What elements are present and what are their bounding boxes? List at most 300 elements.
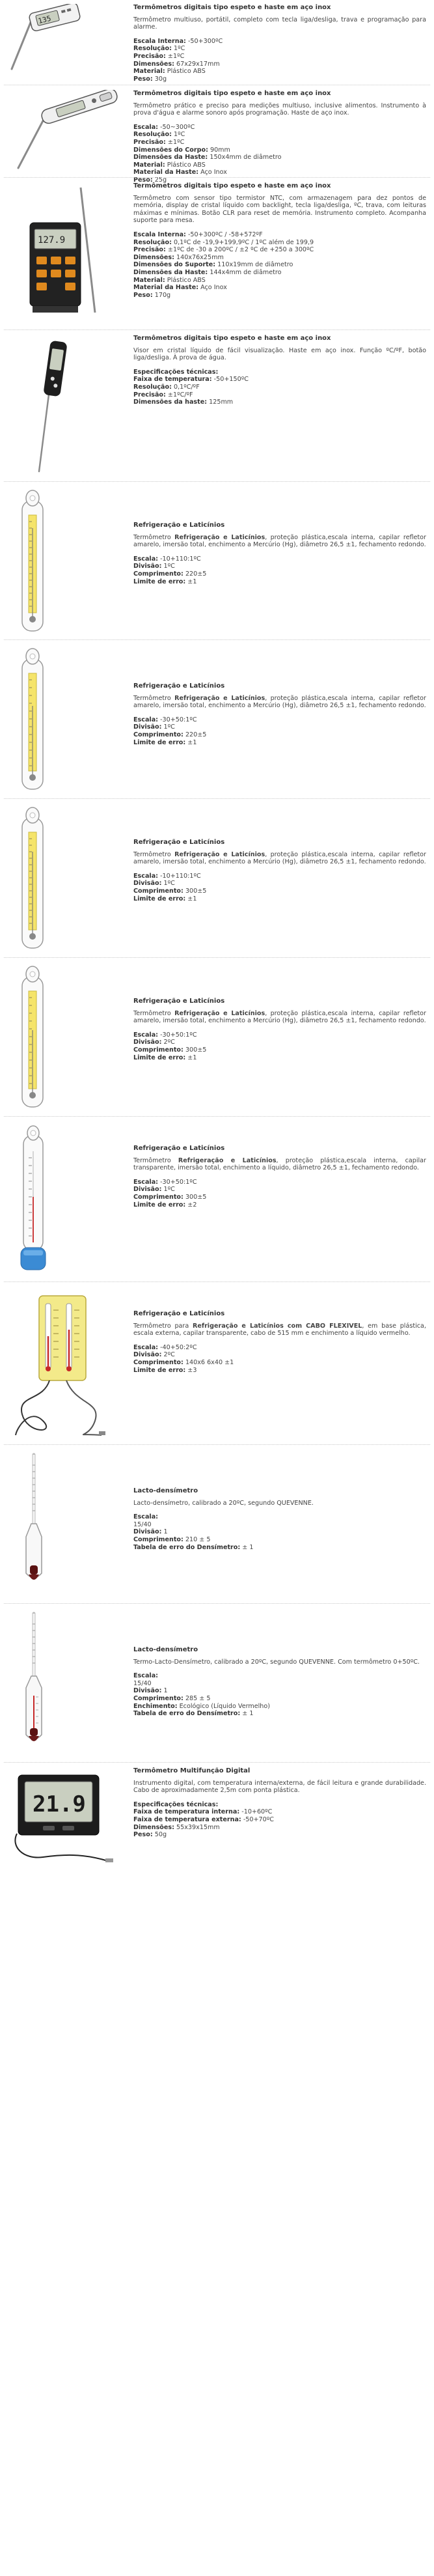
bench-thermometer-icon bbox=[4, 185, 126, 324]
spec-value: 140x6 6x40 ±1 bbox=[185, 1358, 234, 1366]
description-text: Termômetro para bbox=[133, 1322, 189, 1330]
product-row bbox=[0, 332, 434, 479]
product-description: Lacto-densímetro, calibrado a 20ºC, segundo QUEVENNE. bbox=[133, 1499, 314, 1507]
description-text: Termômetro bbox=[133, 533, 171, 541]
spec-list bbox=[133, 873, 426, 903]
spec-list bbox=[133, 1513, 426, 1551]
spec-list bbox=[133, 376, 426, 406]
spec-label: Peso: bbox=[133, 75, 153, 83]
spec-label: Limite de erro: bbox=[133, 738, 186, 746]
product-row bbox=[0, 484, 434, 637]
spec-value: -40+50:2ºC bbox=[160, 1343, 197, 1351]
spec-item bbox=[133, 1201, 426, 1209]
spec-label: Limite de erro: bbox=[133, 1054, 186, 1061]
product-text bbox=[133, 1767, 426, 1839]
product-title: Refrigeração e Laticínios bbox=[133, 522, 225, 529]
spec-value: ±1ºC de -30 a 200ºC / ±2 ºC de +250 a 300ºC bbox=[167, 246, 314, 254]
spec-item bbox=[133, 53, 426, 61]
spec-value: 285 ± 5 bbox=[185, 1694, 211, 1702]
description-bold: Refrigeração e Laticínios com CABO FLEXIVEL bbox=[193, 1322, 362, 1330]
spec-item bbox=[133, 246, 426, 254]
spec-item bbox=[133, 1703, 426, 1711]
divider bbox=[4, 177, 430, 178]
product-row bbox=[0, 801, 434, 955]
product-description bbox=[133, 851, 426, 866]
product-text bbox=[133, 1487, 426, 1551]
description-text: , proteção plástica,escala interna, capilar refletor amarelo, imersão total, enchimento a Mercúrio (Hg), diâmetro 26,5 ±1, fechamento redondo. bbox=[133, 850, 426, 866]
product-image bbox=[4, 1769, 126, 1866]
spec-item bbox=[133, 1687, 426, 1695]
product-row bbox=[0, 1119, 434, 1279]
spec-value: 1ºC bbox=[163, 563, 175, 570]
spec-value: ±1 bbox=[187, 738, 197, 746]
product-image bbox=[4, 90, 126, 173]
spec-item bbox=[133, 231, 426, 239]
divider bbox=[4, 957, 430, 958]
spec-label: Comprimento: bbox=[133, 887, 183, 895]
spec-item bbox=[133, 124, 426, 132]
product-text bbox=[133, 839, 426, 903]
spec-label: Escala: bbox=[133, 1513, 159, 1521]
spec-list bbox=[133, 1031, 426, 1061]
spec-item bbox=[133, 1039, 426, 1046]
spec-value: 15/40 bbox=[133, 1679, 152, 1687]
spec-item bbox=[133, 76, 426, 83]
spec-value: -50+300ºC bbox=[187, 37, 223, 45]
product-description: Termômetro multiuso, portátil, completo com tecla liga/desliga, trava e programação para alarme. bbox=[133, 16, 426, 31]
spec-item bbox=[133, 38, 426, 46]
description-text: , em base plástica, escala externa, capilar transparente, cabo de 515 mm e enchimento a líquido vermelho. bbox=[133, 1322, 426, 1337]
stick-thermometer-icon bbox=[4, 337, 126, 475]
spec-value: -50+70ºC bbox=[243, 1815, 274, 1823]
spec-value: 0,1ºC de -19,9+199,9ºC / 1ºC além de 199,9 bbox=[173, 238, 314, 246]
product-row bbox=[0, 960, 434, 1113]
spec-item bbox=[133, 1831, 426, 1839]
spec-item bbox=[133, 384, 426, 391]
product-image bbox=[4, 1125, 126, 1275]
spec-item bbox=[133, 277, 426, 285]
spec-value: 150x4mm de diâmetro bbox=[210, 154, 282, 161]
product-title: Refrigeração e Laticínios bbox=[133, 1145, 225, 1152]
spec-label: Tabela de erro do Densímetro: bbox=[133, 1710, 241, 1718]
glass-thermometer-icon bbox=[4, 965, 126, 1110]
description-text: , proteção plástica,escala interna, capilar refletor amarelo, imersão total, enchimento a Mercúrio (Hg), diâmetro 26,5 ±1, fechamento redondo. bbox=[133, 694, 426, 710]
description-text: , proteção plástica,escala interna, capilar refletor amarelo, imersão total, enchimento a Mercúrio (Hg), diâmetro 26,5 ±1, fechamento redondo. bbox=[133, 1009, 426, 1025]
spec-item bbox=[133, 1046, 426, 1054]
spec-value: 2ºC bbox=[163, 1351, 175, 1359]
spec-value: ±1 bbox=[187, 895, 197, 903]
spec-item bbox=[133, 563, 426, 570]
spec-item bbox=[133, 1680, 426, 1688]
spec-heading-text: Especificações técnicas: bbox=[133, 368, 219, 376]
spec-value: ±2 bbox=[187, 1201, 197, 1209]
product-text bbox=[133, 1145, 426, 1209]
description-text: Termômetro bbox=[133, 1156, 171, 1164]
spec-label: Limite de erro: bbox=[133, 1201, 186, 1209]
spec-value: ±1ºC/ºF bbox=[167, 391, 193, 399]
divider bbox=[4, 798, 430, 799]
product-image bbox=[4, 185, 126, 324]
divider bbox=[4, 1444, 430, 1445]
spec-label: Comprimento: bbox=[133, 1535, 183, 1543]
divider bbox=[4, 639, 430, 640]
thermo-hydrometer-icon bbox=[4, 1611, 126, 1756]
spec-label: Dimensões da Haste: bbox=[133, 154, 208, 161]
spec-item bbox=[133, 895, 426, 903]
divider bbox=[4, 481, 430, 482]
spec-item bbox=[133, 399, 426, 406]
spec-value: 300±5 bbox=[185, 1193, 207, 1201]
spec-label: Resolução: bbox=[133, 383, 172, 391]
spec-label: Peso: bbox=[133, 176, 153, 184]
display-value: 21.9 bbox=[33, 1791, 86, 1817]
spec-value: Plástico ABS bbox=[167, 161, 206, 169]
product-description bbox=[133, 1157, 426, 1172]
product-title: Termômetros digitais tipo espeto e haste em aço inox bbox=[133, 182, 331, 189]
spec-label: Escala: bbox=[133, 555, 159, 563]
description-text: Termômetro bbox=[133, 850, 171, 858]
product-title: Termômetro Multifunção Digital bbox=[133, 1767, 251, 1774]
spec-label: Divisão: bbox=[133, 563, 162, 570]
spec-heading bbox=[133, 369, 426, 376]
spec-label: Resolução: bbox=[133, 131, 172, 139]
spec-item bbox=[133, 1710, 426, 1718]
divider bbox=[4, 1116, 430, 1117]
product-text bbox=[133, 1310, 426, 1374]
spec-item bbox=[133, 147, 426, 154]
spec-item bbox=[133, 254, 426, 262]
spec-item bbox=[133, 1179, 426, 1186]
product-text bbox=[133, 335, 426, 406]
spec-value: -30+50:1ºC bbox=[160, 1031, 197, 1039]
spec-value: -30+50:1ºC bbox=[160, 716, 197, 723]
spec-item bbox=[133, 61, 426, 68]
spec-item bbox=[133, 284, 426, 292]
spec-label: Escala: bbox=[133, 123, 159, 131]
spec-label: Enchimento: bbox=[133, 1702, 178, 1710]
product-title: Lacto-densímetro bbox=[133, 1487, 198, 1494]
spec-value: -10+110:1ºC bbox=[160, 555, 201, 563]
product-image bbox=[4, 1611, 126, 1756]
spec-value: 1ºC bbox=[173, 45, 185, 53]
product-row bbox=[0, 642, 434, 796]
description-bold: Refrigeração e Laticínios bbox=[174, 1009, 265, 1017]
spec-value: ±1ºC bbox=[167, 52, 185, 60]
spec-label: Divisão: bbox=[133, 880, 162, 888]
description-text: , proteção plástica,escala interna, capilar refletor amarelo, imersão total, enchimento a Mercúrio (Hg), diâmetro 26,5 ±1, fechamento redondo. bbox=[133, 533, 426, 549]
spec-value: 125mm bbox=[209, 399, 234, 406]
product-title: Termômetros digitais tipo espeto e haste em aço inox bbox=[133, 335, 331, 342]
spec-label: Dimensões do Suporte: bbox=[133, 261, 216, 269]
hydrometer-icon bbox=[4, 1452, 126, 1597]
spec-item bbox=[133, 578, 426, 586]
spec-item bbox=[133, 1808, 426, 1816]
spec-label: Comprimento: bbox=[133, 570, 183, 578]
spec-item bbox=[133, 169, 426, 176]
product-description: Termo-Lacto-Densímetro, calibrado a 20ºC, segundo QUEVENNE. Com termômetro 0+50ºC. bbox=[133, 1658, 420, 1666]
spec-list bbox=[133, 1672, 426, 1718]
product-description bbox=[133, 1323, 426, 1337]
spec-value: 210 ± 5 bbox=[185, 1535, 211, 1543]
spec-label: Escala: bbox=[133, 1031, 159, 1039]
glass-thermometer-icon bbox=[4, 806, 126, 951]
product-description bbox=[133, 534, 426, 549]
spec-value: 220±5 bbox=[185, 570, 207, 578]
spec-item bbox=[133, 1824, 426, 1832]
divider bbox=[4, 1762, 430, 1763]
spec-value: 300±5 bbox=[185, 1046, 207, 1054]
spec-item bbox=[133, 1054, 426, 1062]
spec-item bbox=[133, 292, 426, 300]
product-image bbox=[4, 4, 126, 77]
spec-item bbox=[133, 1513, 426, 1521]
description-bold: Refrigeração e Laticínios bbox=[174, 694, 265, 702]
product-title: Refrigeração e Laticínios bbox=[133, 998, 225, 1005]
product-row bbox=[0, 180, 434, 327]
spec-heading-text: Especificações técnicas: bbox=[133, 1800, 219, 1808]
spec-value: Plástico ABS bbox=[167, 276, 206, 284]
spec-list bbox=[133, 124, 426, 184]
spec-label: Escala: bbox=[133, 716, 159, 723]
spec-value: -10+60ºC bbox=[241, 1808, 273, 1816]
spec-value: ±1 bbox=[187, 578, 197, 585]
product-image bbox=[4, 806, 126, 951]
display-value: 135 bbox=[37, 14, 52, 26]
spec-label: Escala Interna: bbox=[133, 37, 186, 45]
divider bbox=[4, 1281, 430, 1282]
pen-thermometer-icon bbox=[4, 90, 126, 173]
description-text: Termômetro bbox=[133, 1009, 171, 1017]
spec-label: Divisão: bbox=[133, 723, 162, 731]
spec-value: 55x39x15mm bbox=[176, 1823, 220, 1831]
spec-item bbox=[133, 261, 426, 269]
product-text bbox=[133, 1646, 426, 1718]
description-text: , proteção plástica,escala interna, capilar transparente, imersão total, enchimento a líquido, diâmetro 26,5 ±1, fechamento redondo. bbox=[133, 1156, 426, 1172]
multifunction-digital-thermometer-icon bbox=[4, 1769, 126, 1866]
spec-value: Plástico ABS bbox=[167, 68, 206, 76]
spec-label: Precisão: bbox=[133, 246, 166, 254]
glass-thermometer-icon bbox=[4, 489, 126, 634]
spec-label: Comprimento: bbox=[133, 1694, 183, 1702]
spec-label: Divisão: bbox=[133, 1039, 162, 1046]
spec-value: 30g bbox=[154, 75, 167, 83]
spec-label: Comprimento: bbox=[133, 731, 183, 738]
spec-value: 170g bbox=[154, 291, 171, 299]
glass-thermometer-icon bbox=[4, 647, 126, 792]
spec-label: Faixa de temperatura: bbox=[133, 376, 212, 384]
spec-value: 2ºC bbox=[163, 1039, 175, 1046]
probe-thermometer-icon bbox=[4, 4, 126, 77]
product-row bbox=[0, 1765, 434, 1869]
spec-item bbox=[133, 1672, 426, 1680]
product-text bbox=[133, 682, 426, 746]
spec-label: Resolução: bbox=[133, 238, 172, 246]
product-description: Visor em cristal líquido de fácil visualização. Haste em aço inox. Função ºC/ºF, botão liga/desliga. À prova de água. bbox=[133, 346, 426, 362]
spec-label: Peso: bbox=[133, 291, 153, 299]
spec-label: Faixa de temperatura interna: bbox=[133, 1808, 240, 1816]
description-bold: Refrigeração e Laticínios bbox=[174, 533, 265, 541]
spec-value: Ecológico (Líquido Vermelho) bbox=[179, 1702, 270, 1710]
spec-value: 90mm bbox=[210, 146, 230, 154]
spec-item bbox=[133, 1367, 426, 1375]
spec-value: 15/40 bbox=[133, 1520, 152, 1528]
product-image bbox=[4, 337, 126, 475]
spec-label: Material: bbox=[133, 276, 165, 284]
spec-item bbox=[133, 45, 426, 53]
spec-item bbox=[133, 1695, 426, 1703]
spec-label: Escala: bbox=[133, 1343, 159, 1351]
spec-label: Escala: bbox=[133, 1178, 159, 1186]
spec-item bbox=[133, 1344, 426, 1352]
spec-list bbox=[133, 231, 426, 299]
spec-list bbox=[133, 716, 426, 746]
cable-thermometer-icon bbox=[4, 1291, 126, 1438]
spec-item bbox=[133, 131, 426, 139]
spec-label: Divisão: bbox=[133, 1351, 162, 1359]
spec-item bbox=[133, 1351, 426, 1359]
spec-value: 25g bbox=[154, 176, 167, 184]
product-title: Refrigeração e Laticínios bbox=[133, 839, 225, 846]
spec-label: Comprimento: bbox=[133, 1046, 183, 1054]
spec-label: Dimensões da Haste: bbox=[133, 268, 208, 276]
spec-item bbox=[133, 570, 426, 578]
spec-item bbox=[133, 161, 426, 169]
product-description: Instrumento digital, com temperatura interna/externa, de fácil leitura e grande durabilidade. Cabo de aproximadamente 2,5m com ponta plástica. bbox=[133, 1779, 426, 1795]
spec-list bbox=[133, 1344, 426, 1374]
spec-value: 220±5 bbox=[185, 731, 207, 738]
spec-label: Divisão: bbox=[133, 1528, 162, 1536]
display-value: 127.9 bbox=[38, 235, 66, 245]
spec-label: Escala Interna: bbox=[133, 231, 186, 238]
spec-item bbox=[133, 154, 426, 161]
product-row bbox=[0, 0, 434, 82]
spec-value: 110x19mm de diâmetro bbox=[217, 261, 293, 269]
spec-label: Material da Haste: bbox=[133, 284, 199, 292]
spec-label: Limite de erro: bbox=[133, 578, 186, 585]
description-text: Termômetro bbox=[133, 694, 171, 702]
spec-value: 50g bbox=[154, 1831, 167, 1839]
product-title: Lacto-densímetro bbox=[133, 1646, 198, 1653]
spec-label: Precisão: bbox=[133, 52, 166, 60]
spec-label: Peso: bbox=[133, 1831, 153, 1839]
spec-label: Precisão: bbox=[133, 138, 166, 146]
product-text bbox=[133, 182, 426, 299]
spec-value: 1 bbox=[163, 1528, 168, 1536]
spec-item bbox=[133, 1186, 426, 1194]
spec-value: -50+300ºC / -58+572ºF bbox=[187, 231, 263, 238]
spec-label: Faixa de temperatura externa: bbox=[133, 1815, 241, 1823]
product-image bbox=[4, 965, 126, 1110]
spec-item bbox=[133, 239, 426, 247]
spec-value: -10+110:1ºC bbox=[160, 872, 201, 880]
spec-value: 1ºC bbox=[173, 131, 185, 139]
product-title: Refrigeração e Laticínios bbox=[133, 1310, 225, 1317]
spec-item bbox=[133, 739, 426, 747]
spec-item bbox=[133, 731, 426, 739]
spec-item bbox=[133, 139, 426, 147]
spec-label: Escala: bbox=[133, 872, 159, 880]
spec-item bbox=[133, 723, 426, 731]
spec-label: Dimensões: bbox=[133, 60, 174, 68]
spec-label: Divisão: bbox=[133, 1186, 162, 1194]
spec-label: Limite de erro: bbox=[133, 895, 186, 903]
product-row bbox=[0, 1284, 434, 1442]
product-description bbox=[133, 695, 426, 710]
spec-list bbox=[133, 38, 426, 83]
spec-label: Dimensões: bbox=[133, 1823, 174, 1831]
description-bold: Refrigeração e Laticínios bbox=[178, 1156, 277, 1164]
product-title: Termômetros digitais tipo espeto e haste em aço inox bbox=[133, 90, 331, 97]
spec-label: Comprimento: bbox=[133, 1358, 183, 1366]
product-image bbox=[4, 489, 126, 634]
spec-label: Divisão: bbox=[133, 1687, 162, 1695]
spec-value: Aço Inox bbox=[200, 169, 227, 176]
spec-value: 1 bbox=[163, 1687, 168, 1695]
product-text bbox=[133, 998, 426, 1061]
spec-label: Dimensões da haste: bbox=[133, 399, 208, 406]
product-text bbox=[133, 90, 426, 184]
product-title: Termômetros digitais tipo espeto e haste em aço inox bbox=[133, 4, 331, 11]
spec-label: Limite de erro: bbox=[133, 1366, 186, 1374]
spec-item bbox=[133, 376, 426, 384]
product-text bbox=[133, 4, 426, 83]
spec-value: 1ºC bbox=[163, 880, 175, 888]
spec-value: -30+50:1ºC bbox=[160, 1178, 197, 1186]
spec-value: 67x29x17mm bbox=[176, 60, 220, 68]
spec-item bbox=[133, 269, 426, 277]
spec-item bbox=[133, 555, 426, 563]
divider bbox=[4, 329, 430, 330]
spec-value: ±3 bbox=[187, 1366, 197, 1374]
spec-item bbox=[133, 391, 426, 399]
spec-value: ±1ºC bbox=[167, 138, 185, 146]
spec-value: -50~300ºC bbox=[160, 123, 195, 131]
spec-item bbox=[133, 873, 426, 880]
product-image bbox=[4, 1452, 126, 1597]
spec-value: Aço Inox bbox=[200, 284, 227, 292]
product-description bbox=[133, 1010, 426, 1025]
blue-cap-thermometer-icon bbox=[4, 1125, 126, 1275]
spec-value: ± 1 bbox=[242, 1710, 254, 1718]
spec-value: 1ºC bbox=[163, 723, 175, 731]
spec-item bbox=[133, 68, 426, 76]
description-bold: Refrigeração e Laticínios bbox=[174, 850, 265, 858]
spec-item bbox=[133, 880, 426, 888]
spec-label: Dimensões: bbox=[133, 253, 174, 261]
spec-label: Resolução: bbox=[133, 45, 172, 53]
spec-item bbox=[133, 1521, 426, 1529]
spec-label: Comprimento: bbox=[133, 1193, 183, 1201]
spec-item bbox=[133, 888, 426, 895]
product-image bbox=[4, 647, 126, 792]
spec-item bbox=[133, 1816, 426, 1824]
product-row bbox=[0, 1606, 434, 1759]
product-title: Refrigeração e Laticínios bbox=[133, 682, 225, 690]
spec-list bbox=[133, 555, 426, 585]
spec-label: Dimensões do Corpo: bbox=[133, 146, 208, 154]
spec-value: 140x76x25mm bbox=[176, 253, 224, 261]
spec-item bbox=[133, 1359, 426, 1367]
spec-value: 144x4mm de diâmetro bbox=[210, 268, 282, 276]
spec-label: Tabela de erro do Densímetro: bbox=[133, 1543, 241, 1551]
spec-value: -50+150ºC bbox=[213, 376, 249, 384]
spec-item bbox=[133, 1544, 426, 1552]
spec-value: ±1 bbox=[187, 1054, 197, 1061]
spec-label: Material da Haste: bbox=[133, 169, 199, 176]
spec-value: 0,1ºC/ºF bbox=[173, 383, 200, 391]
product-text bbox=[133, 522, 426, 585]
spec-item bbox=[133, 1536, 426, 1544]
